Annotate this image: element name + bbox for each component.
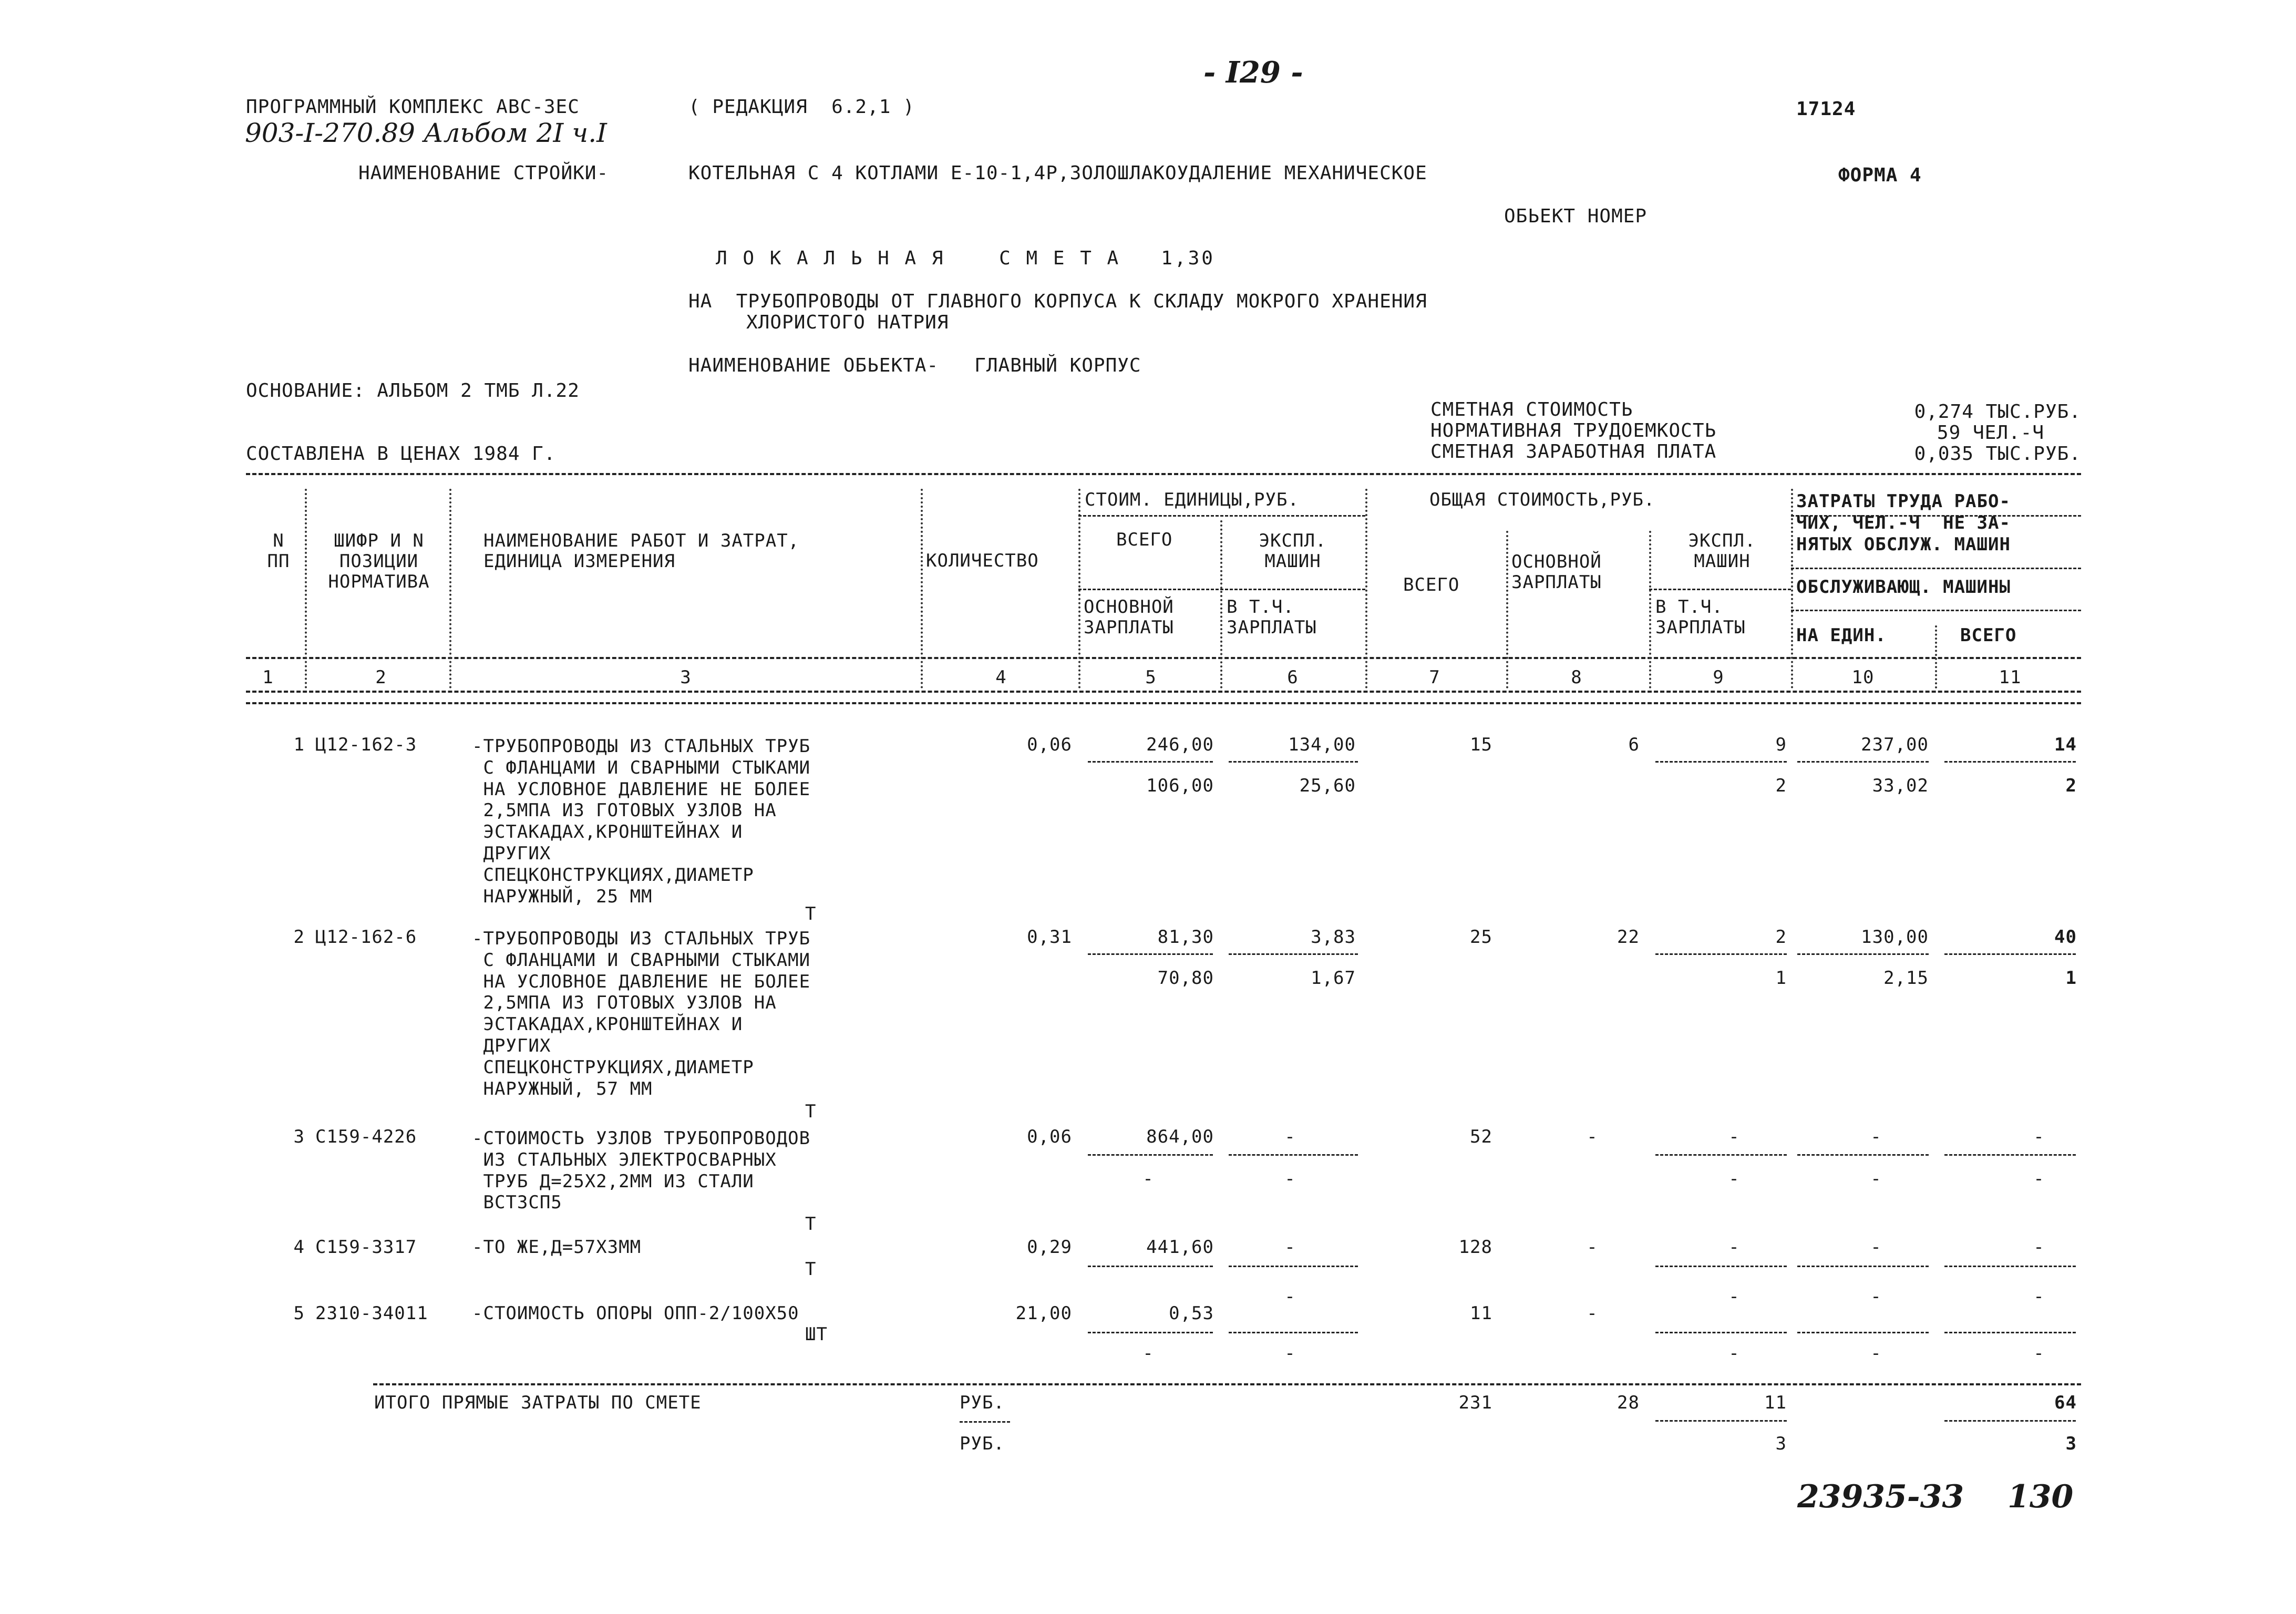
sub-rule (1797, 761, 1929, 763)
summary-value-labor: 59 ЧЕЛ.-Ч (1937, 422, 2044, 444)
row-c5: 246,00 (1146, 734, 1214, 755)
row-code: С159-4226 (315, 1126, 417, 1147)
sub-rule (1655, 953, 1787, 955)
subject-line-2: ХЛОРИСТОГО НАТРИЯ (746, 312, 949, 333)
totals-c11b: 3 (2065, 1433, 2077, 1454)
col-sep-7 (1506, 531, 1508, 688)
row-c5b: - (1142, 1343, 1154, 1364)
col-number-8: 8 (1571, 667, 1582, 688)
row-c11: - (2033, 1237, 2045, 1258)
row-qty: 0,31 (1027, 927, 1072, 948)
col-number-9: 9 (1713, 667, 1724, 688)
row-c9b: 1 (1775, 968, 1787, 989)
row-c5: 441,60 (1146, 1237, 1214, 1258)
row-code: Ц12-162-3 (315, 734, 417, 755)
header-top-rule (246, 473, 2081, 475)
head-total-mach: ЭКСПЛ. МАШИН (1688, 530, 1756, 572)
row-c8: - (1587, 1126, 1598, 1147)
row-c5: 81,30 (1157, 927, 1214, 948)
row-n: 1 (293, 734, 305, 755)
labor-rule-3 (1791, 610, 2081, 611)
row-c10: 130,00 (1861, 927, 1929, 948)
col-sep-3 (921, 489, 923, 688)
sub-rule (1088, 953, 1213, 955)
total-mach-sub-rule (1649, 589, 1791, 590)
construction-name: КОТЕЛЬНАЯ С 4 КОТЛАМИ Е-10-1,4Р,ЗОЛОШЛАКОУДАЛЕНИЕ МЕХАНИЧЕСКОЕ (688, 162, 1427, 184)
head-n: N ПП (267, 530, 290, 572)
row-c5b: - (1142, 1168, 1154, 1189)
row-c10: 237,00 (1861, 734, 1929, 755)
subject-line-1: НА ТРУБОПРОВОДЫ ОТ ГЛАВНОГО КОРПУСА К СКЛАДУ МОКРОГО ХРАНЕНИЯ (688, 291, 1427, 312)
sub-rule (1944, 1332, 2076, 1333)
sub-rule (1944, 953, 2076, 955)
program-name: ПРОГРАММНЫЙ КОМПЛЕКС АВС-3ЕС (246, 96, 580, 118)
object-name: НАИМЕНОВАНИЕ ОБЬЕКТА- ГЛАВНЫЙ КОРПУС (688, 355, 1141, 376)
sub-rule (1229, 761, 1358, 763)
row-unit: Т (805, 903, 817, 924)
row-c11b: 2 (2065, 775, 2077, 796)
document-title: Л О К А Л Ь Н А Я С М Е Т А 1,30 (716, 248, 1215, 269)
row-c6: - (1284, 1126, 1296, 1147)
row-c8: 6 (1628, 734, 1640, 755)
col-number-6: 6 (1287, 667, 1299, 688)
sub-rule (1655, 1332, 1787, 1333)
row-c10b: 33,02 (1872, 775, 1929, 796)
row-unit: Т (805, 1101, 817, 1122)
row-code: 2310-34011 (315, 1303, 428, 1324)
row-c9: - (1728, 1237, 1740, 1258)
row-n: 4 (293, 1237, 305, 1258)
row-unit: ШТ (805, 1324, 828, 1345)
head-labor-unit: НА ЕДИН. (1796, 625, 1887, 646)
head-labor-service: ОБСЛУЖИВАЮЩ. МАШИНЫ (1796, 577, 2011, 598)
sub-rule (1944, 1266, 2076, 1267)
row-c11: 40 (2054, 927, 2077, 948)
totals-c9: 11 (1764, 1392, 1787, 1413)
head-name: НАИМЕНОВАНИЕ РАБОТ И ЗАТРАТ, ЕДИНИЦА ИЗМЕРЕНИЯ (483, 530, 800, 572)
row-c9: 9 (1775, 734, 1787, 755)
totals-unit-rule (960, 1421, 1010, 1423)
column-number-rule-2 (246, 702, 2081, 704)
col-sep-1 (305, 489, 307, 688)
col-sep-5 (1220, 520, 1222, 688)
row-c10: - (1870, 1126, 1882, 1147)
row-unit: Т (805, 1259, 817, 1280)
sub-rule (1797, 1332, 1929, 1333)
row-name: -ТРУБОПРОВОДЫ ИЗ СТАЛЬНЫХ ТРУБ С ФЛАНЦАМИ И СВАРНЫМИ СТЫКАМИ НА УСЛОВНОЕ ДАВЛЕНИЕ НЕ БОЛЕЕ 2,5МПА ИЗ ГОТОВЫХ УЗЛОВ НА ЭСТАКАДАХ,КРОНШТЕЙНАХ И ДРУГИХ СПЕЦКОНСТРУКЦИЯХ,ДИАМЕТР НАРУЖНЫЙ, 25 ММ (472, 736, 811, 907)
row-c10: - (1870, 1237, 1882, 1258)
col-sep-9 (1791, 489, 1793, 688)
row-c9: 2 (1775, 927, 1787, 948)
sub-rule (1655, 761, 1787, 763)
row-name: -ТРУБОПРОВОДЫ ИЗ СТАЛЬНЫХ ТРУБ С ФЛАНЦАМИ И СВАРНЫМИ СТЫКАМИ НА УСЛОВНОЕ ДАВЛЕНИЕ НЕ БОЛЕЕ 2,5МПА ИЗ ГОТОВЫХ УЗЛОВ НА ЭСТАКАДАХ,КРОНШТЕЙНАХ И ДРУГИХ СПЕЦКОНСТРУКЦИЯХ,ДИАМЕТР НАРУЖНЫЙ, 57 ММ (472, 928, 811, 1099)
construction-label: НАИМЕНОВАНИЕ СТРОЙКИ- (358, 162, 609, 184)
summary-label-cost: СМЕТНАЯ СТОИМОСТЬ (1430, 399, 1633, 420)
sub-rule (1229, 1332, 1358, 1333)
row-c5b: 70,80 (1157, 968, 1214, 989)
head-unit-mach-wage: В Т.Ч. ЗАРПЛАТЫ (1227, 597, 1317, 639)
col-number-5: 5 (1145, 667, 1157, 688)
row-c7: 25 (1470, 927, 1492, 948)
column-number-rule (246, 691, 2081, 693)
row-c9b: 2 (1775, 775, 1787, 796)
totals-c9b: 3 (1775, 1433, 1787, 1454)
row-c10b: - (1870, 1168, 1882, 1189)
row-c8: - (1587, 1237, 1598, 1258)
unit-cost-rule (1078, 515, 1365, 517)
album-ref: 903-I-270.89 Альбом 2I ч.I (245, 118, 607, 148)
row-c11: - (2033, 1286, 2045, 1307)
sub-rule (1088, 761, 1213, 763)
row-code: Ц12-162-6 (315, 927, 417, 948)
sub-rule (1088, 1332, 1213, 1333)
sub-rule (1655, 1154, 1787, 1156)
col-sep-8 (1649, 531, 1651, 688)
row-n: 2 (293, 927, 305, 948)
head-total-wage: ОСНОВНОЙ ЗАРПЛАТЫ (1511, 551, 1602, 593)
head-unit-cost: СТОИМ. ЕДИНИЦЫ,РУБ. (1085, 489, 1299, 510)
summary-value-wage: 0,035 ТЫС.РУБ. (1914, 443, 2081, 465)
sub-rule (1229, 1154, 1358, 1156)
totals-unit-1: РУБ. (960, 1392, 1005, 1413)
row-name: -СТОИМОСТЬ УЗЛОВ ТРУБОПРОВОДОВ ИЗ СТАЛЬНЫХ ЭЛЕКТРОСВАРНЫХ ТРУБ Д=25Х2,2ММ ИЗ СТАЛИ ВСТ3СП5 (472, 1128, 811, 1214)
head-labor: ЗАТРАТЫ ТРУДА РАБО- ЧИХ, ЧЕЛ.-Ч НЕ ЗА- НЯТЫХ ОБСЛУЖ. МАШИН (1796, 491, 2011, 555)
sub-rule (1944, 1154, 2076, 1156)
totals-sub-rule (1944, 1420, 2076, 1422)
row-code: С159-3317 (315, 1237, 417, 1258)
col-number-3: 3 (680, 667, 692, 688)
head-total-mach-wage: В Т.Ч. ЗАРПЛАТЫ (1655, 597, 1746, 639)
sub-rule (1944, 761, 2076, 763)
head-qty: КОЛИЧЕСТВО (926, 550, 1039, 571)
row-c5: 0,53 (1169, 1303, 1214, 1324)
row-c7: 128 (1458, 1237, 1492, 1258)
totals-top-rule (373, 1383, 2081, 1385)
col-sep-10 (1935, 625, 1937, 688)
head-unit-wage: ОСНОВНОЙ ЗАРПЛАТЫ (1084, 597, 1174, 639)
sub-rule (1088, 1266, 1213, 1267)
col-number-10: 10 (1851, 667, 1875, 688)
sub-rule (1229, 953, 1358, 955)
row-c6b: - (1284, 1168, 1296, 1189)
row-c10b: - (1870, 1343, 1882, 1364)
object-number: ОБЬЕКТ НОМЕР (1504, 205, 1648, 227)
totals-sub-rule (1655, 1420, 1787, 1422)
totals-c8: 28 (1617, 1392, 1640, 1413)
row-c6: - (1284, 1286, 1296, 1307)
sub-rule (1655, 1266, 1787, 1267)
col-number-2: 2 (375, 667, 387, 688)
row-c6: - (1284, 1237, 1296, 1258)
row-c10: - (1870, 1286, 1882, 1307)
totals-label: ИТОГО ПРЯМЫЕ ЗАТРАТЫ ПО СМЕТЕ (374, 1392, 702, 1413)
col-number-7: 7 (1429, 667, 1440, 688)
head-total-cost: ОБЩАЯ СТОИМОСТЬ,РУБ. (1429, 489, 1655, 510)
row-c11b: - (2033, 1343, 2045, 1364)
head-labor-total: ВСЕГО (1960, 625, 2017, 646)
row-c7: 52 (1470, 1126, 1492, 1147)
summary-label-labor: НОРМАТИВНАЯ ТРУДОЕМКОСТЬ (1430, 420, 1717, 441)
row-c8: - (1587, 1303, 1598, 1324)
row-c5b: 106,00 (1146, 775, 1214, 796)
row-c11b: - (2033, 1168, 2045, 1189)
col-sep-6 (1365, 489, 1367, 688)
col-sep-2 (449, 489, 451, 688)
unit-cost-sub-rule (1078, 589, 1365, 590)
summary-label-wage: СМЕТНАЯ ЗАРАБОТНАЯ ПЛАТА (1430, 441, 1717, 462)
head-total-all: ВСЕГО (1403, 574, 1460, 595)
col-number-11: 11 (1999, 667, 2022, 688)
row-n: 5 (293, 1303, 305, 1324)
col-number-1: 1 (262, 667, 274, 688)
row-c9b: - (1728, 1343, 1740, 1364)
row-name: -ТО ЖЕ,Д=57Х3ММ (472, 1237, 642, 1258)
row-c6b: 1,67 (1311, 968, 1356, 989)
row-c5: 864,00 (1146, 1126, 1214, 1147)
sub-rule (1229, 1266, 1358, 1267)
row-c11b: 1 (2065, 968, 2077, 989)
head-unit-total: ВСЕГО (1116, 529, 1173, 550)
totals-c11: 64 (2054, 1392, 2077, 1413)
archive-stamp: 23935-33 (1797, 1478, 1964, 1515)
row-c10b: 2,15 (1883, 968, 1929, 989)
row-qty: 0,29 (1027, 1237, 1072, 1258)
row-c9: - (1728, 1126, 1740, 1147)
row-qty: 0,06 (1027, 734, 1072, 755)
row-c6: 134,00 (1288, 734, 1356, 755)
edition: ( РЕДАКЦИЯ 6.2,1 ) (688, 96, 915, 118)
row-c6: 3,83 (1311, 927, 1356, 948)
header-bottom-rule (246, 657, 2081, 659)
row-unit: Т (805, 1214, 817, 1235)
row-qty: 21,00 (1015, 1303, 1072, 1324)
sub-rule (1797, 953, 1929, 955)
row-qty: 0,06 (1027, 1126, 1072, 1147)
row-c6b: - (1284, 1343, 1296, 1364)
labor-rule-2 (1791, 568, 2081, 569)
row-c7: 15 (1470, 734, 1492, 755)
row-c11: 14 (2054, 734, 2077, 755)
basis: ОСНОВАНИЕ: АЛЬБОМ 2 ТМБ Л.22 (246, 380, 580, 402)
row-c8: 22 (1617, 927, 1640, 948)
row-c6b: 25,60 (1299, 775, 1356, 796)
row-c7: 11 (1470, 1303, 1492, 1324)
totals-c7: 231 (1458, 1392, 1492, 1413)
page-number: - I29 - (1203, 55, 1303, 90)
row-name: -СТОИМОСТЬ ОПОРЫ ОПП-2/100Х50 (472, 1303, 799, 1324)
row-n: 3 (293, 1126, 305, 1147)
head-code: ШИФР И N ПОЗИЦИИ НОРМАТИВА (328, 530, 430, 593)
sub-rule (1797, 1154, 1929, 1156)
price-basis: СОСТАВЛЕНА В ЦЕНАХ 1984 Г. (246, 443, 556, 465)
form-label: ФОРМА 4 (1838, 165, 1922, 186)
row-c9: - (1728, 1286, 1740, 1307)
sub-rule (1088, 1154, 1213, 1156)
totals-unit-2: РУБ. (960, 1433, 1005, 1454)
doc-code: 17124 (1796, 98, 1856, 120)
row-c9b: - (1728, 1168, 1740, 1189)
sheet-number: 130 (2007, 1478, 2074, 1515)
row-c11: - (2033, 1126, 2045, 1147)
sub-rule (1797, 1266, 1929, 1267)
head-unit-mach: ЭКСПЛ. МАШИН (1259, 530, 1327, 572)
col-number-4: 4 (995, 667, 1007, 688)
summary-value-cost: 0,274 ТЫС.РУБ. (1914, 401, 2081, 423)
